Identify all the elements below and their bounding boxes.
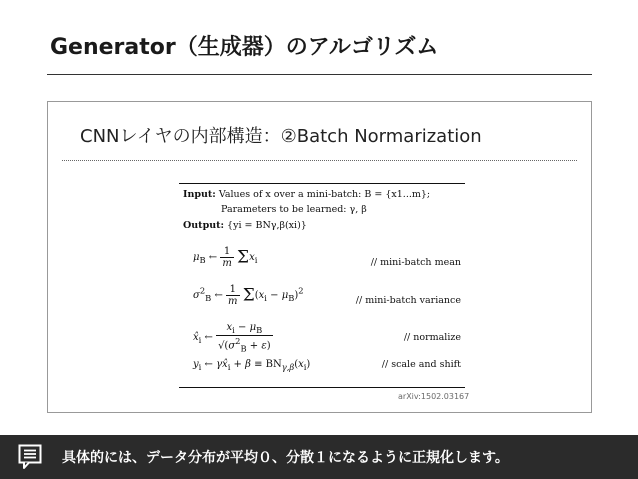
params-line: Parameters to be learned: γ, β: [221, 204, 367, 215]
footer-text: 具体的には、データ分布が平均０、分散１になるように正規化します。: [62, 450, 509, 466]
comment-mean: // mini-batch mean: [370, 257, 461, 268]
comment-normalize: // normalize: [403, 332, 461, 343]
message-icon: [18, 444, 42, 470]
output-label: Output:: [183, 220, 225, 231]
algorithm-figure: [179, 183, 465, 388]
dotted-divider: [62, 160, 577, 161]
output-text: {yi = BNγ,β(xi)}: [227, 220, 307, 231]
input-line: [183, 189, 430, 200]
source-citation: arXiv:1502.03167: [398, 392, 470, 401]
equation-variance: $\sigma^2_B$ ← $\frac{1}{m}$ $\Sigma(x_i - \mu_B)^2$: [193, 284, 304, 307]
equation-mean: $\mu_B$ ← $\frac{1}{m}$ $\Sigma x_i$: [193, 246, 258, 269]
footer-bar: [0, 435, 638, 479]
comment-scale-shift: // scale and shift: [381, 359, 461, 370]
input-label: Input:: [183, 189, 216, 200]
title-divider: [47, 74, 592, 75]
equation-normalize: $x̂_i$ ← $\frac{x_i - \mu_B}{√(\sigma^2_B + \varepsilon)}$: [193, 322, 271, 354]
comment-variance: // mini-batch variance: [355, 295, 461, 306]
output-line: [183, 220, 307, 231]
input-text: Values of x over a mini-batch: B = {x1...m};: [218, 189, 431, 200]
slide-title: Generator（生成器）のアルゴリズム: [50, 35, 439, 60]
panel-heading: CNNレイヤの内部構造：②Batch Normarization: [80, 126, 482, 147]
equation-scale-shift: $y_i$ ← $\gamma x̂_i + \beta \equiv BN_{\gamma,\beta}(x_i)$: [193, 359, 311, 372]
content-panel: [47, 101, 592, 413]
